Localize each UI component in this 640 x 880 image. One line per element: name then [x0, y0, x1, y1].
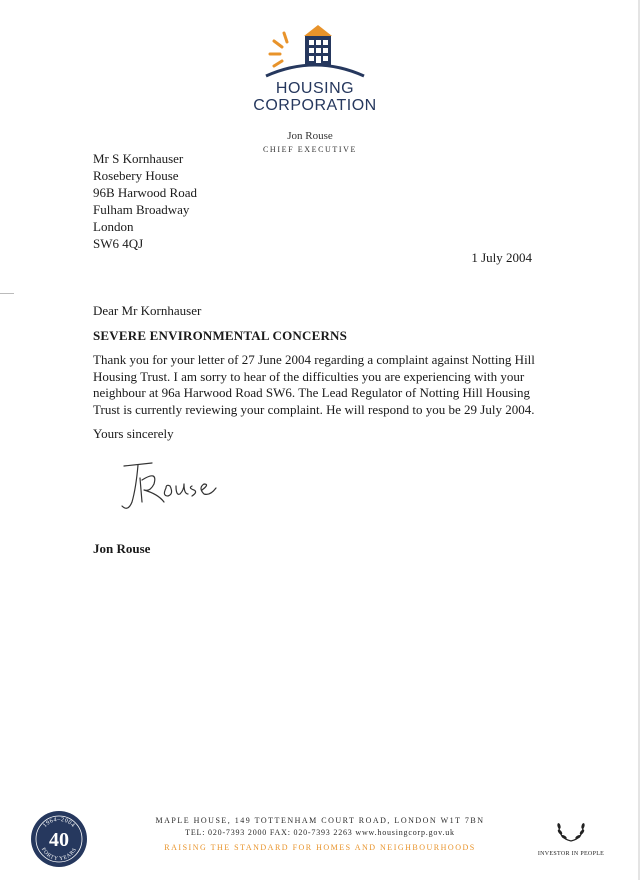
- org-name-line1: HOUSING: [275, 80, 355, 97]
- letter-date: 1 July 2004: [471, 250, 532, 265]
- footer-contact: TEL: 020-7393 2000 FAX: 020-7393 2263 www.housingcorp.gov.uk: [185, 828, 455, 837]
- sender-block: [230, 130, 390, 154]
- letter-footer: [150, 816, 490, 852]
- fold-mark: [0, 293, 14, 294]
- address-line: Fulham Broadway: [93, 202, 190, 217]
- signer-name: Jon Rouse: [93, 541, 151, 556]
- recipient-address: [93, 150, 197, 252]
- badge-number: 40: [49, 829, 69, 851]
- investor-label: INVESTOR IN PEOPLE: [537, 851, 605, 857]
- address-line: London: [93, 219, 134, 234]
- investor-in-people-logo: [532, 814, 610, 857]
- forty-years-badge: [30, 810, 88, 868]
- address-line: SW6 4QJ: [93, 236, 144, 251]
- sender-title: CHIEF EXECUTIVE: [263, 145, 357, 154]
- org-name-line2: CORPORATION: [253, 97, 377, 114]
- footer-address: MAPLE HOUSE, 149 TOTTENHAM COURT ROAD, LONDON W1T 7BN: [155, 816, 485, 825]
- subject-heading: SEVERE ENVIRONMENTAL CONCERNS: [93, 328, 348, 343]
- badge-years: 1964–2004: [42, 817, 76, 829]
- sender-name: Jon Rouse: [287, 130, 333, 142]
- handwritten-signature: [118, 458, 238, 523]
- house-sun-icon: [260, 22, 370, 78]
- footer-tagline: RAISING THE STANDARD FOR HOMES AND NEIGHBOURHOODS: [164, 843, 476, 852]
- salutation: Dear Mr Kornhauser: [93, 303, 202, 318]
- laurel-wreath-icon: [554, 814, 588, 844]
- badge-caption: FORTY YEARS: [39, 846, 79, 863]
- letter-body: Thank you for your letter of 27 June 2004 regarding a complaint against Notting Hill Housing Trust. I am sorry to hear of the difficulties you are experiencing with your neighbour at 96a Harwood Road SW6. The Lead Regulator of Notting Hill Housing Trust is currently reviewing your complaint. He will respond to you be 29 July 2004.: [93, 352, 535, 417]
- address-line: 96B Harwood Road: [93, 185, 197, 200]
- address-line: Rosebery House: [93, 168, 179, 183]
- address-line: Mr S Kornhauser: [93, 151, 184, 166]
- closing: Yours sincerely: [93, 426, 174, 441]
- housing-corporation-logo: [250, 22, 380, 114]
